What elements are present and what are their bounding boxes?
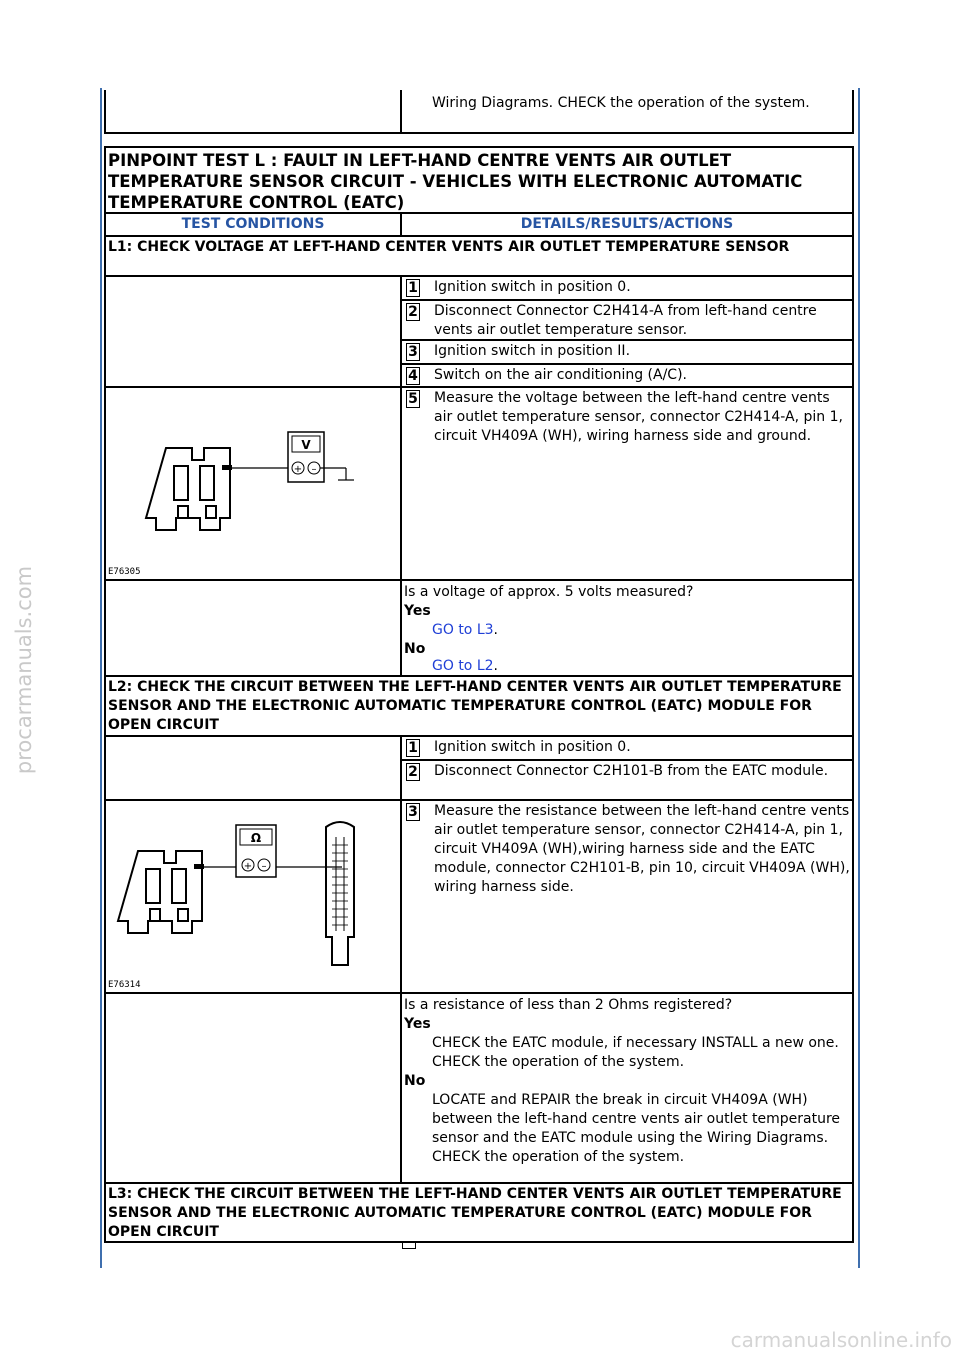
l1-no-label: No: [404, 641, 426, 657]
l2-result-left-cell: [104, 994, 402, 1184]
svg-text:+: +: [243, 861, 253, 872]
left-border-line: [100, 88, 102, 1268]
figure-id-e76305: E76305: [108, 567, 141, 577]
column-header-actions: DETAILS/RESULTS/ACTIONS: [402, 214, 854, 237]
side-watermark: procarmanuals.com: [12, 565, 36, 775]
l2-condition-cell: [104, 737, 402, 801]
step-l3-heading: L3: CHECK THE CIRCUIT BETWEEN THE LEFT-HAND CENTER VENTS AIR OUTLET TEMPERATURE SENSOR AND THE ELECTRONIC AUTOMATIC TEMPERATURE CONTROL (EATC) MODULE FOR OPEN CIRCUIT: [104, 1184, 854, 1243]
resistance-measurement-diagram: [106, 801, 400, 991]
l1-step-5: 5 Measure the voltage between the left-hand centre vents air outlet temperature sensor, connector C2H414-A, pin 1, circuit VH409A (WH), wiring harness side and ground.: [402, 388, 854, 581]
l1-condition-cell: [104, 277, 402, 388]
l1-question: Is a voltage of approx. 5 volts measured?: [404, 584, 694, 600]
right-border-line: [858, 88, 860, 1268]
pinpoint-test-title: PINPOINT TEST L : FAULT IN LEFT-HAND CENTRE VENTS AIR OUTLET TEMPERATURE SENSOR CIRCUIT - VEHICLES WITH ELECTRONIC AUTOMATIC TEMPERATURE CONTROL (EATC): [108, 151, 803, 212]
l2-no-text: LOCATE and REPAIR the break in circuit VH409A (WH) between the left-hand centre vents air outlet temperature sensor and the EATC module using the Wiring Diagrams. CHECK the operation of the system.: [432, 1092, 841, 1165]
l2-question: Is a resistance of less than 2 Ohms registered?: [404, 997, 733, 1013]
l1-diagram-cell: [104, 388, 402, 581]
svg-text:+: +: [293, 464, 303, 475]
column-header-conditions: TEST CONDITIONS: [104, 214, 402, 237]
l2-yes-label: Yes: [404, 1016, 431, 1032]
footer-watermark: carmanualsonline.info: [730, 1328, 952, 1352]
step-l2-heading: L2: CHECK THE CIRCUIT BETWEEN THE LEFT-HAND CENTER VENTS AIR OUTLET TEMPERATURE SENSOR AND THE ELECTRONIC AUTOMATIC TEMPERATURE CONTROL (EATC) MODULE FOR OPEN CIRCUIT: [104, 677, 854, 737]
go-to-l2-link[interactable]: GO to L2: [432, 658, 494, 674]
go-to-l3-link[interactable]: GO to L3: [432, 622, 494, 638]
l1-yes-label: Yes: [404, 603, 431, 619]
l1-step-2: 2 Disconnect Connector C2H414-A from left-hand centre vents air outlet temperature sensor.: [402, 301, 854, 341]
prev-action-cell: [402, 90, 854, 134]
l1-step-3: 3 Ignition switch in position II.: [402, 341, 854, 365]
l2-step-1: 1 Ignition switch in position 0.: [402, 737, 854, 761]
l2-step-3: 3 Measure the resistance between the left-hand centre vents air outlet temperature sensor, connector C2H414-A, pin 1, circuit VH409A (WH),wiring harness side and the EATC module, connector C2H101-B, pin 10, circuit VH409A (WH), wiring harness side.: [402, 801, 854, 994]
svg-text:–: –: [261, 861, 267, 872]
l2-yes-text: CHECK the EATC module, if necessary INSTALL a new one. CHECK the operation of the system.: [432, 1035, 839, 1070]
prev-action-text: Wiring Diagrams. CHECK the operation of the system.: [432, 95, 810, 111]
l1-result-left-cell: [104, 581, 402, 677]
l1-step-1: 1 Ignition switch in position 0.: [402, 277, 854, 301]
pinpoint-test-title-box: [104, 146, 854, 214]
l2-no-label: No: [404, 1073, 426, 1089]
voltage-measurement-diagram: [106, 388, 400, 578]
meter-symbol: V: [301, 438, 311, 452]
meter-symbol-ohm: Ω: [250, 831, 262, 845]
figure-id-e76314: E76314: [108, 980, 141, 990]
l2-step-2: 2 Disconnect Connector C2H101-B from the EATC module.: [402, 761, 854, 801]
l2-result-cell: [402, 994, 854, 1184]
l3-step-1-number-partial: [402, 1243, 416, 1249]
l1-result-cell: Is a voltage of approx. 5 volts measured? Yes GO to L3. No GO to L2.: [402, 581, 854, 677]
l1-step-4: 4 Switch on the air conditioning (A/C).: [402, 365, 854, 388]
l2-diagram-cell: [104, 801, 402, 994]
step-l1-heading: L1: CHECK VOLTAGE AT LEFT-HAND CENTER VENTS AIR OUTLET TEMPERATURE SENSOR: [104, 237, 854, 277]
prev-condition-cell: [104, 90, 402, 134]
svg-text:–: –: [311, 464, 317, 475]
